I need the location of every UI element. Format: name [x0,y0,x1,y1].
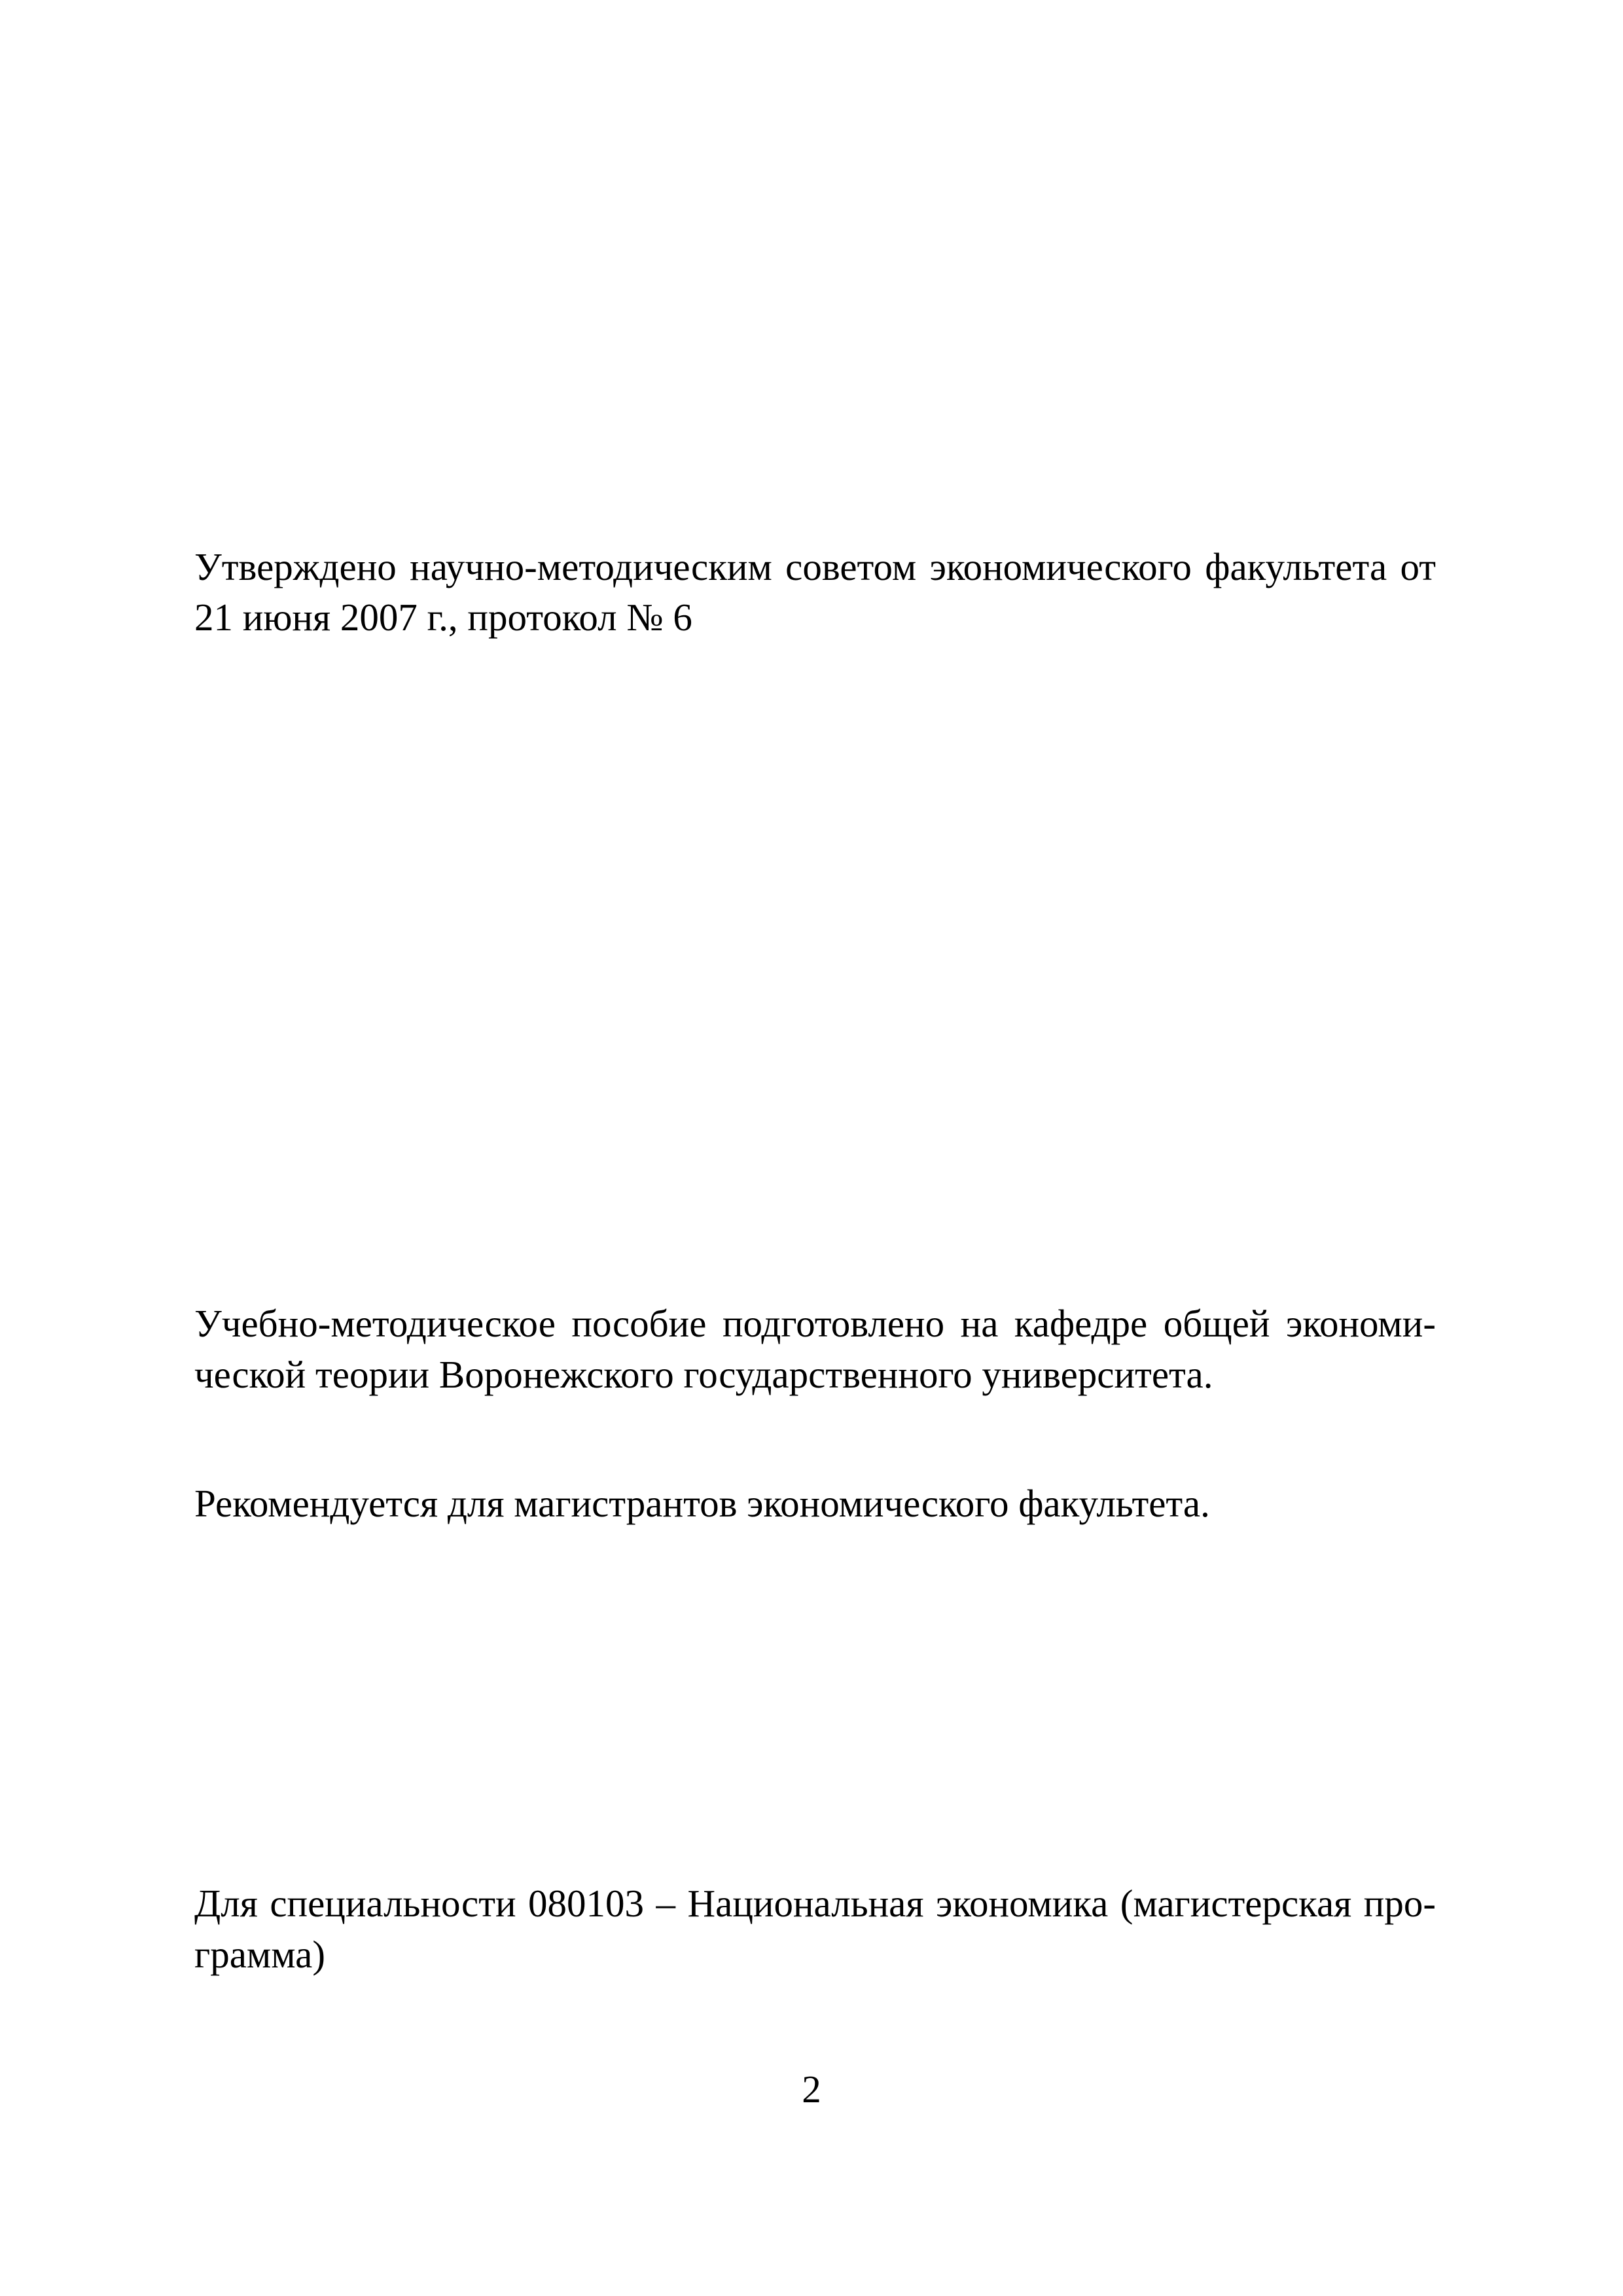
recommended-text: Рекомендуется для магистрантов экономического факультета. [194,1482,1210,1525]
approval-text-line-1: Утверждено научно-методическим советом экономического факультета от [194,545,1436,588]
prepared-text-line-1: Учебно-методическое пособие подготовлено на кафедре общей экономи- [194,1302,1436,1345]
page-number: 2 [802,2068,821,2111]
prepared-text-line-2: ческой теории Воронежского государственного университета. [194,1353,1213,1396]
specialty-text-line-2: грамма) [194,1933,325,1976]
specialty-text-line-1: Для специальности 080103 – Национальная экономика (магистерская про- [194,1882,1436,1925]
approval-text-line-2: 21 июня 2007 г., протокол № 6 [194,596,692,639]
